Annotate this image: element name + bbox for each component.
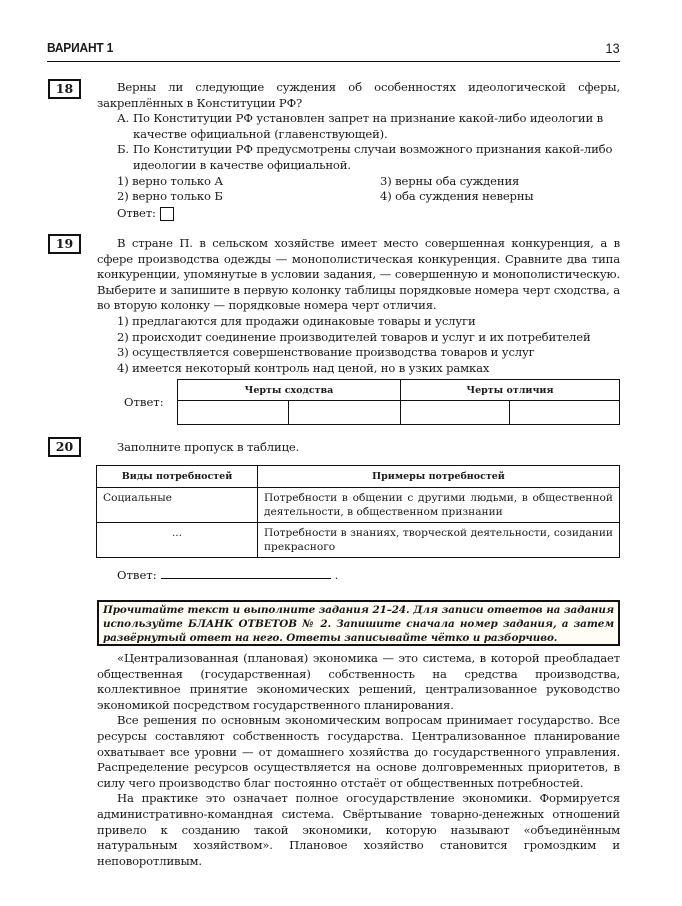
task-19	[97, 236, 620, 376]
task-number-20: 20	[48, 437, 81, 457]
need-type-blank: ...	[97, 523, 258, 558]
option-1[interactable]: 1) верно только А	[117, 173, 223, 188]
task-number-18: 18	[48, 79, 81, 99]
option-4[interactable]: 4) оба суждения неверны	[380, 189, 534, 204]
option-3[interactable]: 3) верны оба суждения	[380, 173, 520, 188]
list-item: 4) имеется некоторый контроль над ценой, но в узких рамках	[117, 360, 490, 375]
need-example: Потребности в общении с другими людьми, в общественной деятельности, в общественном признании	[258, 488, 620, 523]
statement-text: По Конституции РФ предусмотрены случаи возможного признания какой-либо идеологии в качестве официальной.	[133, 142, 613, 172]
table-row	[97, 523, 620, 558]
needs-header-types: Виды потребностей	[97, 466, 258, 488]
difference-cell-1[interactable]	[400, 401, 510, 425]
needs-table	[96, 465, 620, 558]
task-18-options	[97, 174, 620, 205]
option-2[interactable]: 2) верно только Б	[117, 189, 223, 204]
reading-paragraph-3: На практике это означает полное огосударствление экономики. Формируется административно-командная система. Свёртывание товарно-денежных отношений привело к созданию такой экономики, которую называют «объединённым натуральным хозяйством». Плановое хозяйство становится громоздким и неповоротливым.	[97, 791, 620, 868]
statement-text: По Конституции РФ установлен запрет на признание какой-либо идеологии в качестве официальной (главенствующей).	[133, 111, 603, 141]
need-type: Социальные	[97, 488, 258, 523]
instructions-box: Прочитайте текст и выполните задания 21–24. Для записи ответов на задания используйте БЛАНК ОТВЕТОВ № 2. Запишите сначала номер задания, а затем развёрнутый ответ на него. Ответы записывайте чётко и разборчиво.	[97, 600, 620, 646]
page-number: 13	[605, 40, 620, 56]
reading-paragraph-1: «Централизованная (плановая) экономика — это система, в которой преобладает общественная (государственная) собственность на средства производства, коллективное принятие экономических решений, централизованное руководство экономикой посредством государственного планирования.	[97, 651, 620, 712]
answer-blank-line[interactable]	[161, 569, 331, 579]
statement-label: Б.	[117, 142, 129, 157]
similarities-header: Черты сходства	[178, 380, 401, 401]
answer-label: Ответ:	[117, 205, 156, 220]
similarity-cell-1[interactable]	[178, 401, 289, 425]
answer-box[interactable]	[160, 207, 174, 221]
answer-label: Ответ:	[117, 568, 157, 582]
variant-title: ВАРИАНТ 1	[47, 40, 114, 55]
task-18	[97, 80, 620, 221]
task-18-statement-a	[97, 111, 620, 142]
task-19-question: В стране П. в сельском хозяйстве имеет место совершенная конкуренция, а в сфере производства одежды — монополистическая конкуренция. Сравните два типа конкуренции, упомянутые в условии задания, — совершенную и монополистическую. Выберите и запишите в первую колонку таблицы порядковые номера черт сходства, а во вторую колонку — порядковые номера черт отличия.	[97, 236, 620, 313]
task-18-question: Верны ли следующие суждения об особенностях идеологической сферы, закреплённых в Конституции РФ?	[97, 80, 620, 110]
task-20-question: Заполните пропуск в таблице.	[117, 440, 300, 454]
need-example: Потребности в знаниях, творческой деятельности, созидании прекрасного	[258, 523, 620, 558]
task-19-answer-label: Ответ:	[124, 395, 164, 409]
answer-suffix: .	[334, 568, 339, 582]
list-item: 3) осуществляется совершенствование производства товаров и услуг	[117, 345, 535, 360]
differences-header: Черты отличия	[400, 380, 619, 401]
task-20-answer	[117, 568, 338, 582]
similarity-cell-2[interactable]	[289, 401, 400, 425]
list-item: 1) предлагаются для продажи одинаковые товары и услуги	[117, 313, 476, 328]
list-item: 2) происходит соединение производителей товаров и услуг и их потребителей	[117, 329, 591, 344]
statement-label: А.	[117, 111, 130, 126]
task-19-items	[97, 314, 620, 376]
reading-passage	[97, 651, 620, 869]
reading-paragraph-2: Все решения по основным экономическим вопросам принимает государство. Все ресурсы составляют собственность государства. Централизованное планирование охватывает все уровни — от домашнего хозяйства до государственного управления. Распределение ресурсов осуществляется на основе долговременных приоритетов, в силу чего производство благ постоянно отстаёт от общественных потребностей.	[97, 713, 620, 790]
task-18-statement-b	[97, 142, 620, 173]
page-header	[47, 40, 620, 62]
table-row	[97, 488, 620, 523]
task-number-19: 19	[48, 234, 81, 254]
needs-header-examples: Примеры потребностей	[258, 466, 620, 488]
task-18-answer	[97, 206, 620, 222]
task-19-answer-table	[177, 379, 620, 425]
difference-cell-2[interactable]	[510, 401, 620, 425]
